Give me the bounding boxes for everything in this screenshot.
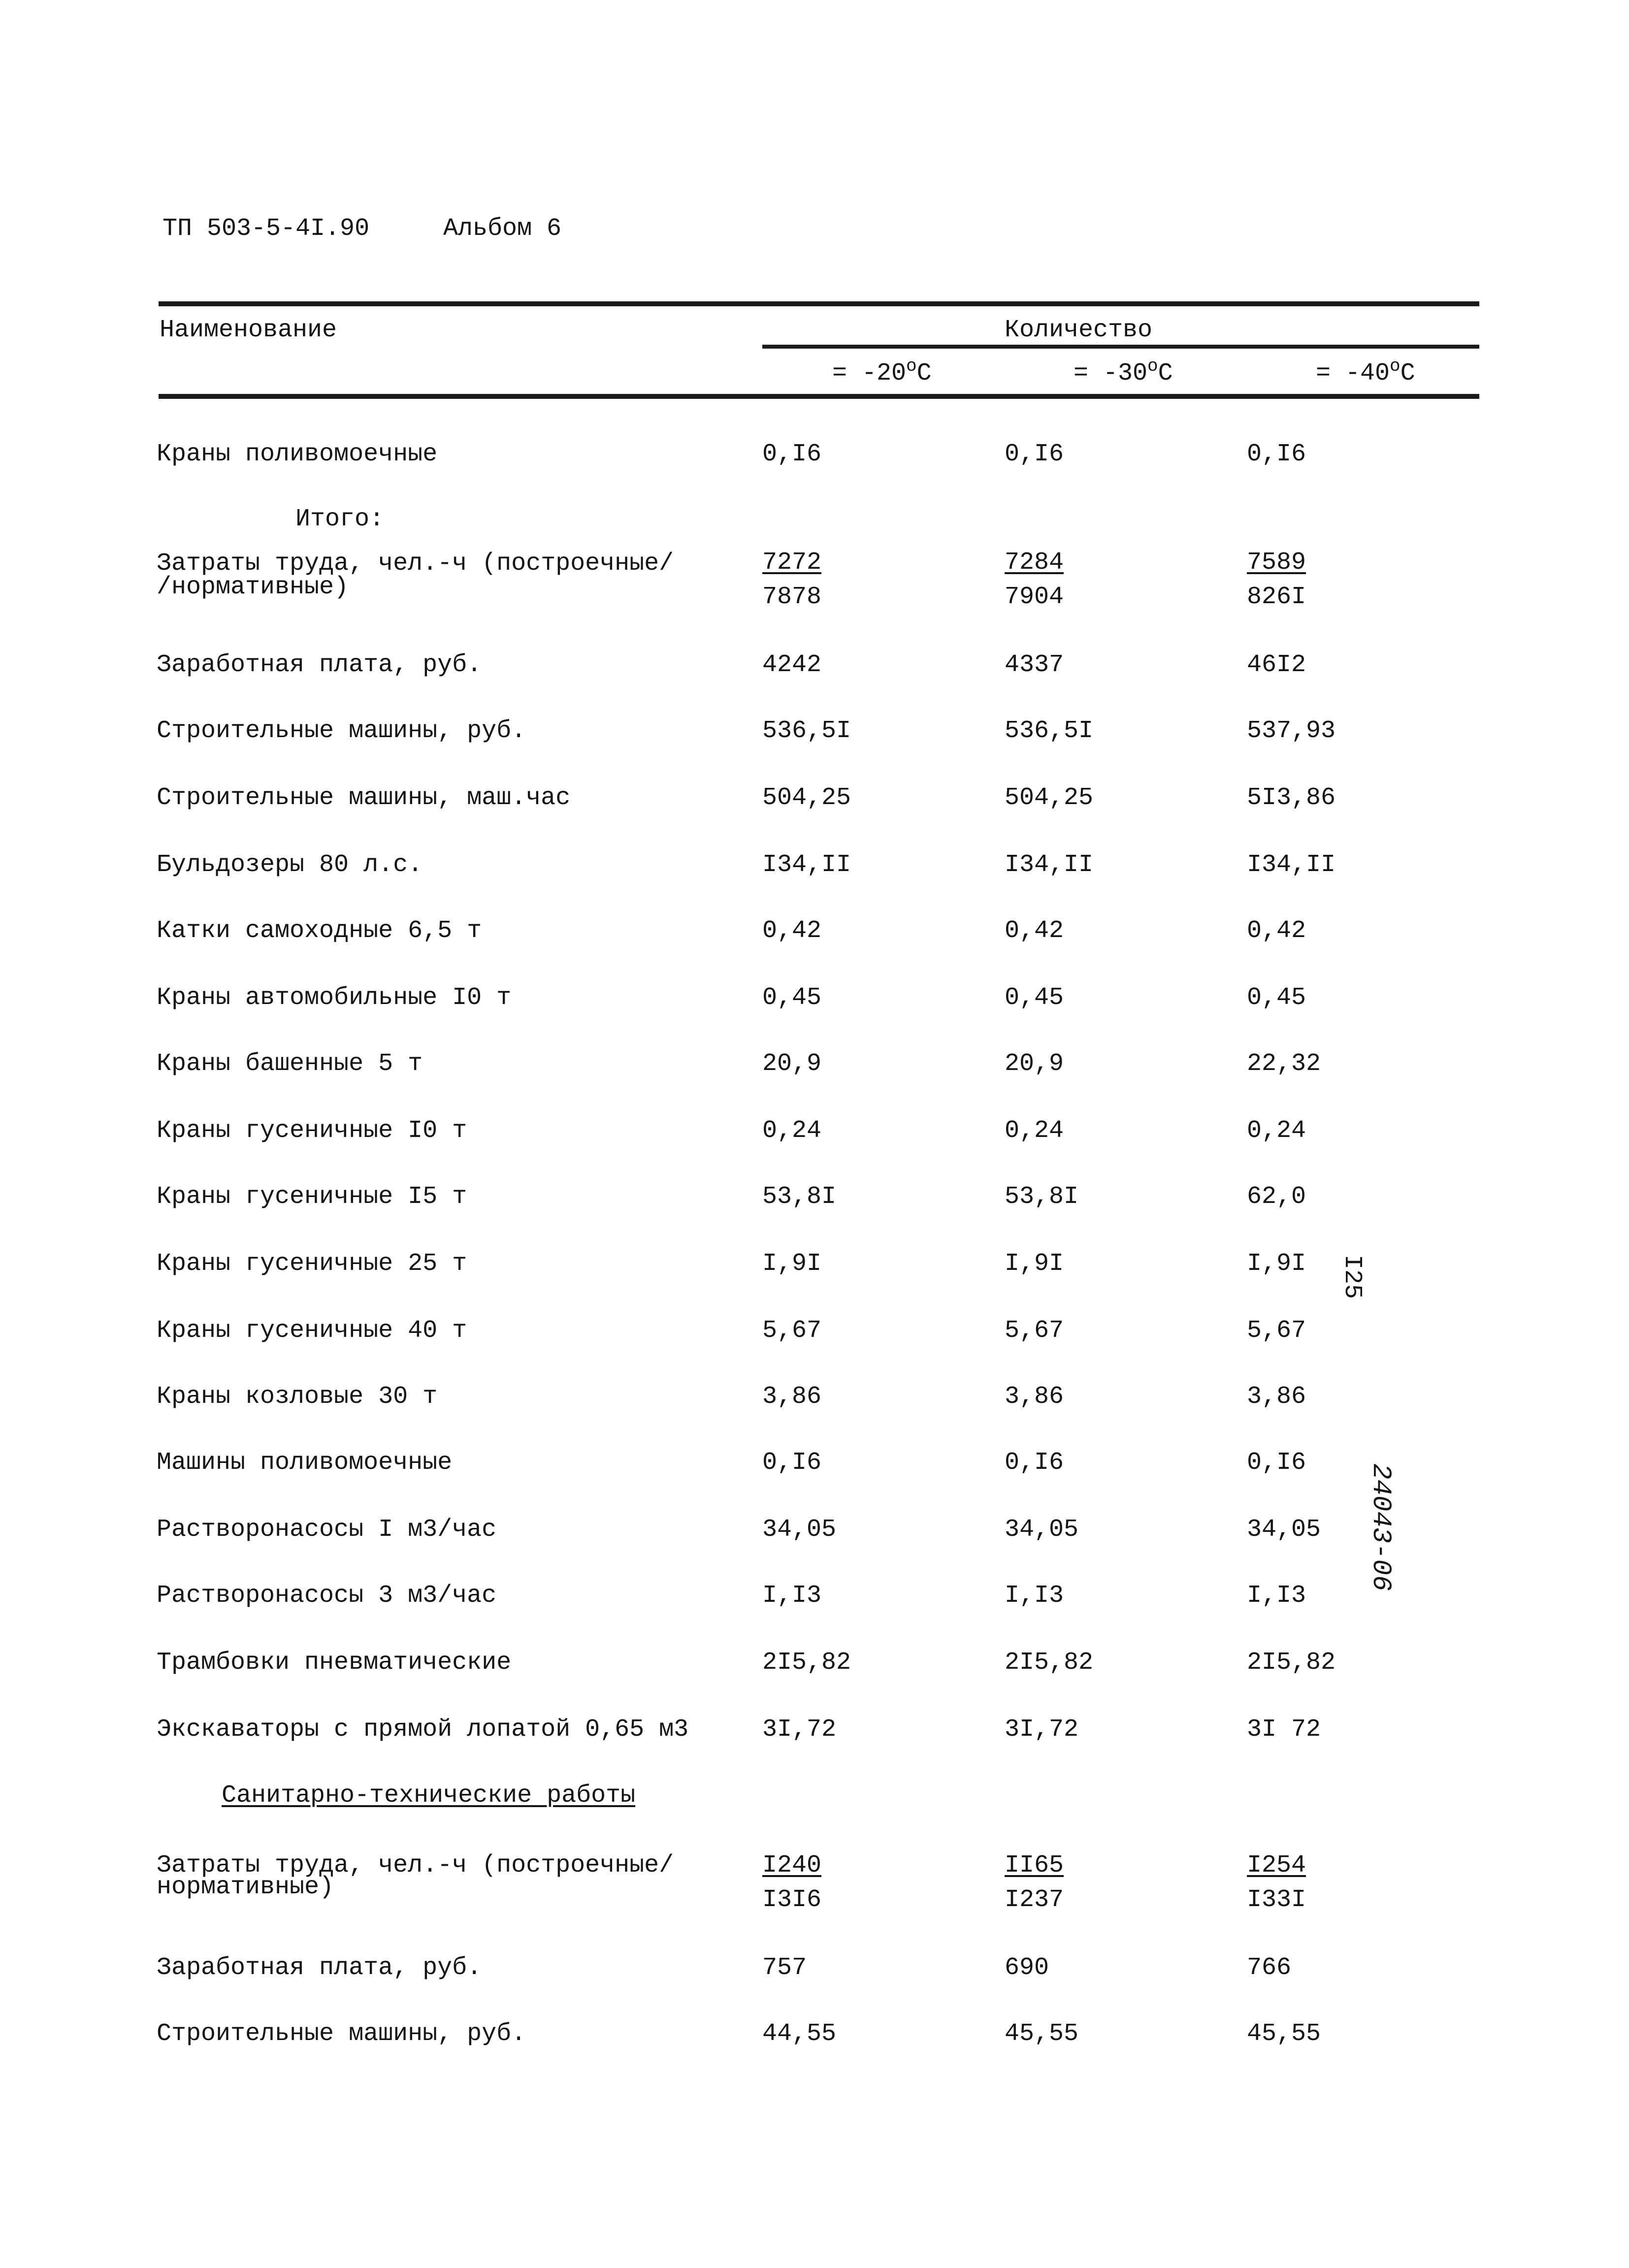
row-value: 3,86 (1005, 1383, 1064, 1411)
row-value: 0,42 (1005, 917, 1064, 945)
row-value: 0,24 (1005, 1117, 1064, 1145)
row-value-denominator: 7904 (1005, 583, 1064, 611)
row-value: 34,05 (762, 1516, 837, 1544)
row-value: 3,86 (762, 1383, 822, 1411)
row-value-denominator: 826I (1247, 583, 1306, 611)
row-value: 53,8I (1005, 1183, 1079, 1211)
row-value: 0,I6 (762, 440, 822, 468)
row-value: 0,42 (762, 917, 822, 945)
column-header-temp-2: = $-30^oC$ (1074, 356, 1173, 388)
row-value: I,9I (762, 1250, 822, 1278)
row-value: 0,I6 (1247, 1449, 1306, 1477)
subtotal-heading: Итого: (295, 505, 385, 533)
row-value: 0,I6 (762, 1449, 822, 1477)
row-value: 3I 72 (1247, 1716, 1321, 1744)
row-value: 34,05 (1005, 1516, 1079, 1544)
row-value: 45,55 (1247, 2020, 1321, 2048)
row-value: I,I3 (1247, 1582, 1306, 1610)
row-value: 504,25 (1005, 784, 1094, 812)
row-name: Бульдозеры 80 л.с. (157, 851, 423, 879)
quantity-subrule (762, 345, 1479, 349)
row-name: Трамбовки пневматические (157, 1649, 512, 1677)
page-number: I25 (1338, 1255, 1366, 1299)
row-value: 0,42 (1247, 917, 1306, 945)
row-value: I34,II (1005, 851, 1094, 879)
row-value: 5,67 (1005, 1317, 1064, 1345)
row-name: Машины поливомоечные (157, 1449, 453, 1477)
row-value: 22,32 (1247, 1050, 1321, 1078)
row-value-denominator: I237 (1005, 1886, 1064, 1914)
row-value: 44,55 (762, 2020, 837, 2048)
row-value: 62,0 (1247, 1183, 1306, 1211)
row-value: 5I3,86 (1247, 784, 1336, 812)
row-value: I,I3 (1005, 1582, 1064, 1610)
row-name: Краны автомобильные I0 т (157, 984, 512, 1012)
row-value: 20,9 (762, 1050, 822, 1078)
row-name: Катки самоходные 6,5 т (157, 917, 482, 945)
row-value: 0,I6 (1247, 440, 1306, 468)
row-value: I,9I (1247, 1250, 1306, 1278)
row-name-continued: нормативные) (157, 1873, 334, 1901)
row-value: 46I2 (1247, 651, 1306, 679)
row-value: 20,9 (1005, 1050, 1064, 1078)
row-value-denominator: 7878 (762, 583, 822, 611)
row-value: 757 (762, 1954, 807, 1982)
row-name: Растворонасосы 3 м3/час (157, 1582, 497, 1610)
row-value: 537,93 (1247, 717, 1336, 745)
row-name-continued: /нормативные) (157, 573, 349, 601)
row-name: Заработная плата, руб. (157, 651, 482, 679)
row-value-numerator: 7284 (1005, 549, 1064, 577)
row-value: 5,67 (762, 1317, 822, 1345)
row-value: 0,45 (762, 984, 822, 1012)
table-header-bottom-rule (159, 394, 1479, 399)
row-name: Затраты труда, чел.-ч (построечные/ (157, 1851, 674, 1879)
row-value: 536,5I (1005, 717, 1094, 745)
row-name: Экскаваторы с прямой лопатой 0,65 м3 (157, 1716, 689, 1744)
row-name: Краны поливомоечные (157, 440, 438, 468)
row-name: Затраты труда, чел.-ч (построечные/ (157, 550, 674, 578)
row-value: 690 (1005, 1954, 1049, 1982)
row-value: 5,67 (1247, 1317, 1306, 1345)
row-value: 0,45 (1005, 984, 1064, 1012)
row-name: Краны гусеничные 25 т (157, 1250, 467, 1278)
row-name: Краны гусеничные I0 т (157, 1117, 467, 1145)
row-value: 0,45 (1247, 984, 1306, 1012)
column-header-quantity: Количество (1005, 316, 1153, 344)
row-value: 4337 (1005, 651, 1064, 679)
row-value: 504,25 (762, 784, 851, 812)
row-value: I34,II (1247, 851, 1336, 879)
row-name: Заработная плата, руб. (157, 1954, 482, 1982)
row-value-numerator: I254 (1247, 1851, 1306, 1879)
row-value: 0,I6 (1005, 1449, 1064, 1477)
row-value-numerator: II65 (1005, 1851, 1064, 1879)
row-value: 0,24 (1247, 1117, 1306, 1145)
row-name: Строительные машины, маш.час (157, 784, 571, 812)
row-value-denominator: I33I (1247, 1886, 1306, 1914)
row-name: Краны гусеничные I5 т (157, 1183, 467, 1211)
row-value-denominator: I3I6 (762, 1886, 822, 1914)
table-top-rule (159, 301, 1479, 306)
column-header-temp-1: = $-20^oC$ (832, 356, 932, 388)
row-value: 4242 (762, 651, 822, 679)
row-value: I34,II (762, 851, 851, 879)
row-value: 45,55 (1005, 2020, 1079, 2048)
row-name: Растворонасосы I м3/час (157, 1516, 497, 1544)
row-value: 53,8I (762, 1183, 837, 1211)
row-value: 2I5,82 (762, 1649, 851, 1677)
row-value: 766 (1247, 1954, 1292, 1982)
row-value: 3,86 (1247, 1383, 1306, 1411)
row-value-numerator: I240 (762, 1851, 822, 1879)
section-heading: Санитарно-технические работы (222, 1782, 636, 1810)
row-name: Краны башенные 5 т (157, 1050, 423, 1078)
row-value: 536,5I (762, 717, 851, 745)
row-value: 34,05 (1247, 1516, 1321, 1544)
row-value: 0,24 (762, 1117, 822, 1145)
document-code: ТП 503-5-4I.90 (163, 215, 370, 243)
row-name: Строительные машины, руб. (157, 2020, 526, 2048)
row-value-numerator: 7272 (762, 549, 822, 577)
column-header-name: Наименование (160, 316, 337, 344)
row-name: Строительные машины, руб. (157, 717, 526, 745)
row-name: Краны козловые 30 т (157, 1383, 438, 1411)
document-stamp: 24043-06 (1366, 1463, 1396, 1591)
column-header-temp-3: = $-40^oC$ (1316, 356, 1415, 388)
row-value: I,9I (1005, 1250, 1064, 1278)
row-value-numerator: 7589 (1247, 549, 1306, 577)
row-value: I,I3 (762, 1582, 822, 1610)
row-value: 2I5,82 (1247, 1649, 1336, 1677)
row-value: 2I5,82 (1005, 1649, 1094, 1677)
album-label: Альбом 6 (443, 215, 562, 243)
row-value: 0,I6 (1005, 440, 1064, 468)
row-value: 3I,72 (762, 1716, 837, 1744)
row-value: 3I,72 (1005, 1716, 1079, 1744)
row-name: Краны гусеничные 40 т (157, 1317, 467, 1345)
